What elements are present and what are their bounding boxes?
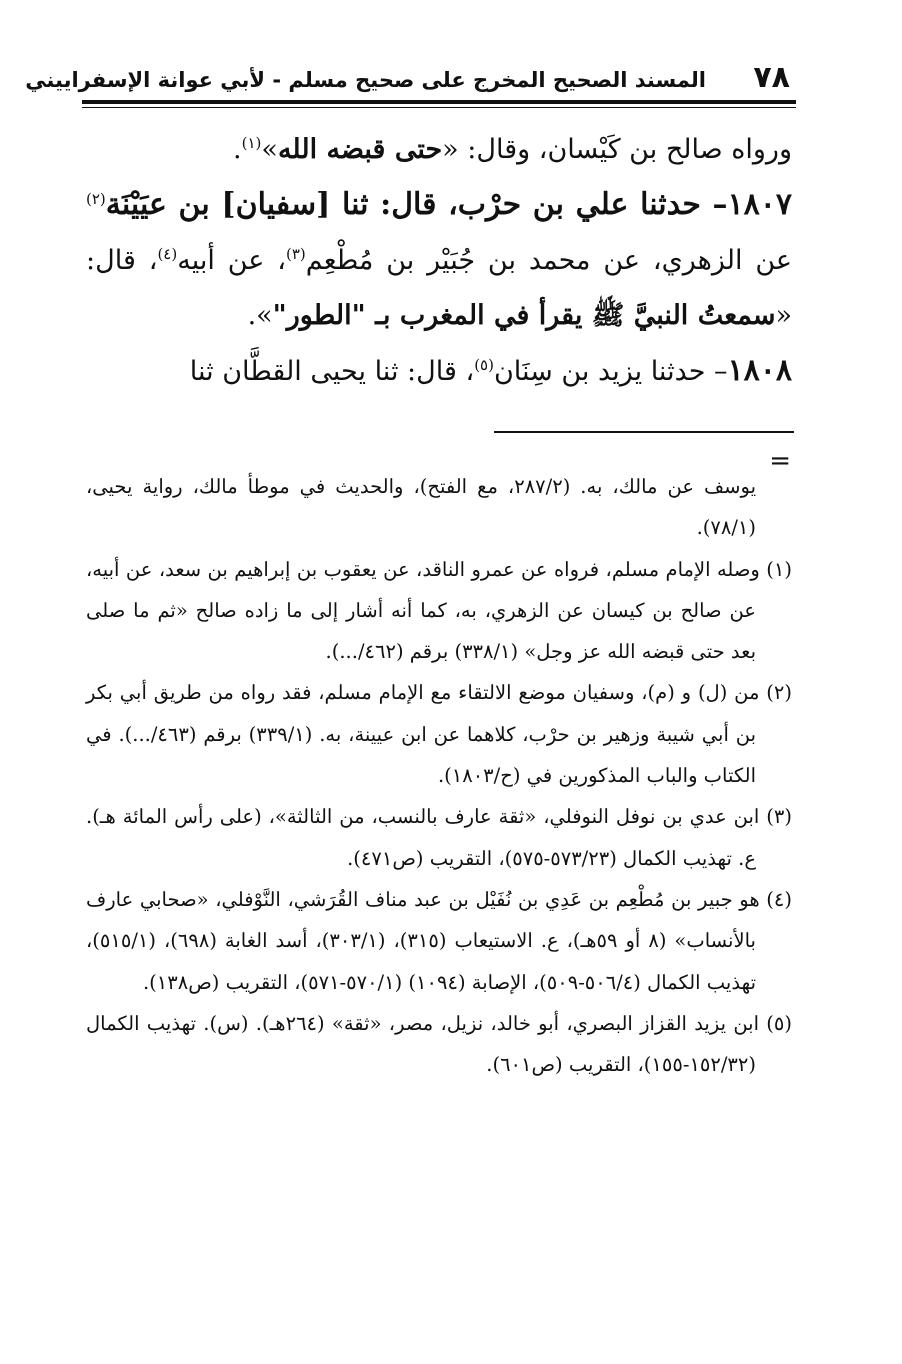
hadith-1808: ١٨٠٨– حدثنا يزيد بن سِنَان$^{(٥)}$، قال: ثنا يحيى القطَّان ثنا [189,353,792,388]
hadith-matn: سمعتُ النبيَّ ﷺ يقرأ في المغرب بـ "الطور" [272,300,776,331]
footnote-2: (٢) من (ل) و (م)، وسفيان موضع الالتقاء مع الإمام مسلم، فقد رواه من طريق أبي بكر بن أبي شيبة وزهير بن حرْب، كلاهما عن ابن عيينة، به. (٣٣٩/١) برقم (٤٦٣/...). في الكتاب والباب المذكورين في (ح/١٨٠٣). [86,681,792,788]
page-number: ٧٨ [753,60,790,95]
footnote-continued: يوسف عن مالك، به. (٢٨٧/٢، مع الفتح)، والحديث في موطأ مالك، رواية يحيى، (٧٨/١). [86,475,757,540]
paragraph-salih-narration: ورواه صالح بن كَيْسان، وقال: «حتى قبضه الله»$^{(١)}$. [233,134,792,165]
footnote-5: (٥) ابن يزيد القزاز البصري، أبو خالد، نزيل، مصر، «ثقة» (٢٦٤هـ). (س). تهذيب الكمال (١٥٢/٣٢-١٥٥)، التقريب (ص٦٠١). [86,1011,792,1077]
continuation-mark: = [769,446,791,476]
footnote-ref: (٤) [157,245,178,263]
footnote-ref: (٢) [86,190,106,208]
hadith-number: ١٨٠٧ [727,187,792,222]
hadith-number: ١٨٠٨ [727,353,792,388]
header-rule [82,100,796,104]
footnote-ref: (١) [241,134,262,152]
footnote-1: (١) وصله الإمام مسلم، فرواه عن عمرو الناقد، عن يعقوب بن إبراهيم بن سعد، عن أبيه، عن صالح بن كيسان عن الزهري، به، كما أنه أشار إلى ما زاده صالح «ثم ما صلى بعد حتى قبضه الله عز وجل» (٣٣٨/١) برقم (٤٦٢/...). [86,557,792,664]
main-text [86,122,792,399]
header-rule-thin [82,107,796,108]
footnotes [86,466,792,1085]
footnote-ref: (٥) [474,356,494,374]
page-header [25,58,794,102]
hadith-1807: ١٨٠٧– حدثنا علي بن حرْب، قال: ثنا [سفيان] بن عيَيْنَة$^{(٢)}$ عن الزهري، عن محمد بن جُبَيْر بن مُطْعِم$^{(٣)}$، عن أبيه$^{(٤)}$، قال: «سمعتُ النبيَّ ﷺ يقرأ في المغرب بـ "الطور"». [86,187,793,331]
running-title: المسند الصحيح المخرج على صحيح مسلم - لأبي عوانة الإسفراييني [25,68,706,92]
quoted-phrase: حتى قبضه الله [277,134,443,165]
footnote-3: (٣) ابن عدي بن نوفل النوفلي، «ثقة عارف بالنسب، من الثالثة»، (على رأس المائة هـ). ع. تهذيب الكمال (٥٧٣/٢٣-٥٧٥)، التقريب (ص٤٧١). [86,805,792,870]
footnote-4: (٤) هو جبير بن مُطْعِم بن عَدِي بن نُفَيْل بن عبد مناف القُرَشي، النَّوْفلي، «صحابي عارف بالأنساب» (٨ أو ٥٩هـ)، ع. الاستيعاب (٣١٥)، (٣٠٣/١)، أسد الغابة (٦٩٨)، (٥١٥/١)، تهذيب الكمال (٥٠٦/٤-٥٠٩)، الإصابة (١٠٩٤) (٥٧٠/١-٥٧١)، التقريب (ص١٣٨). [86,887,792,994]
footnote-separator [494,431,794,433]
footnote-ref: (٣) [285,245,306,263]
